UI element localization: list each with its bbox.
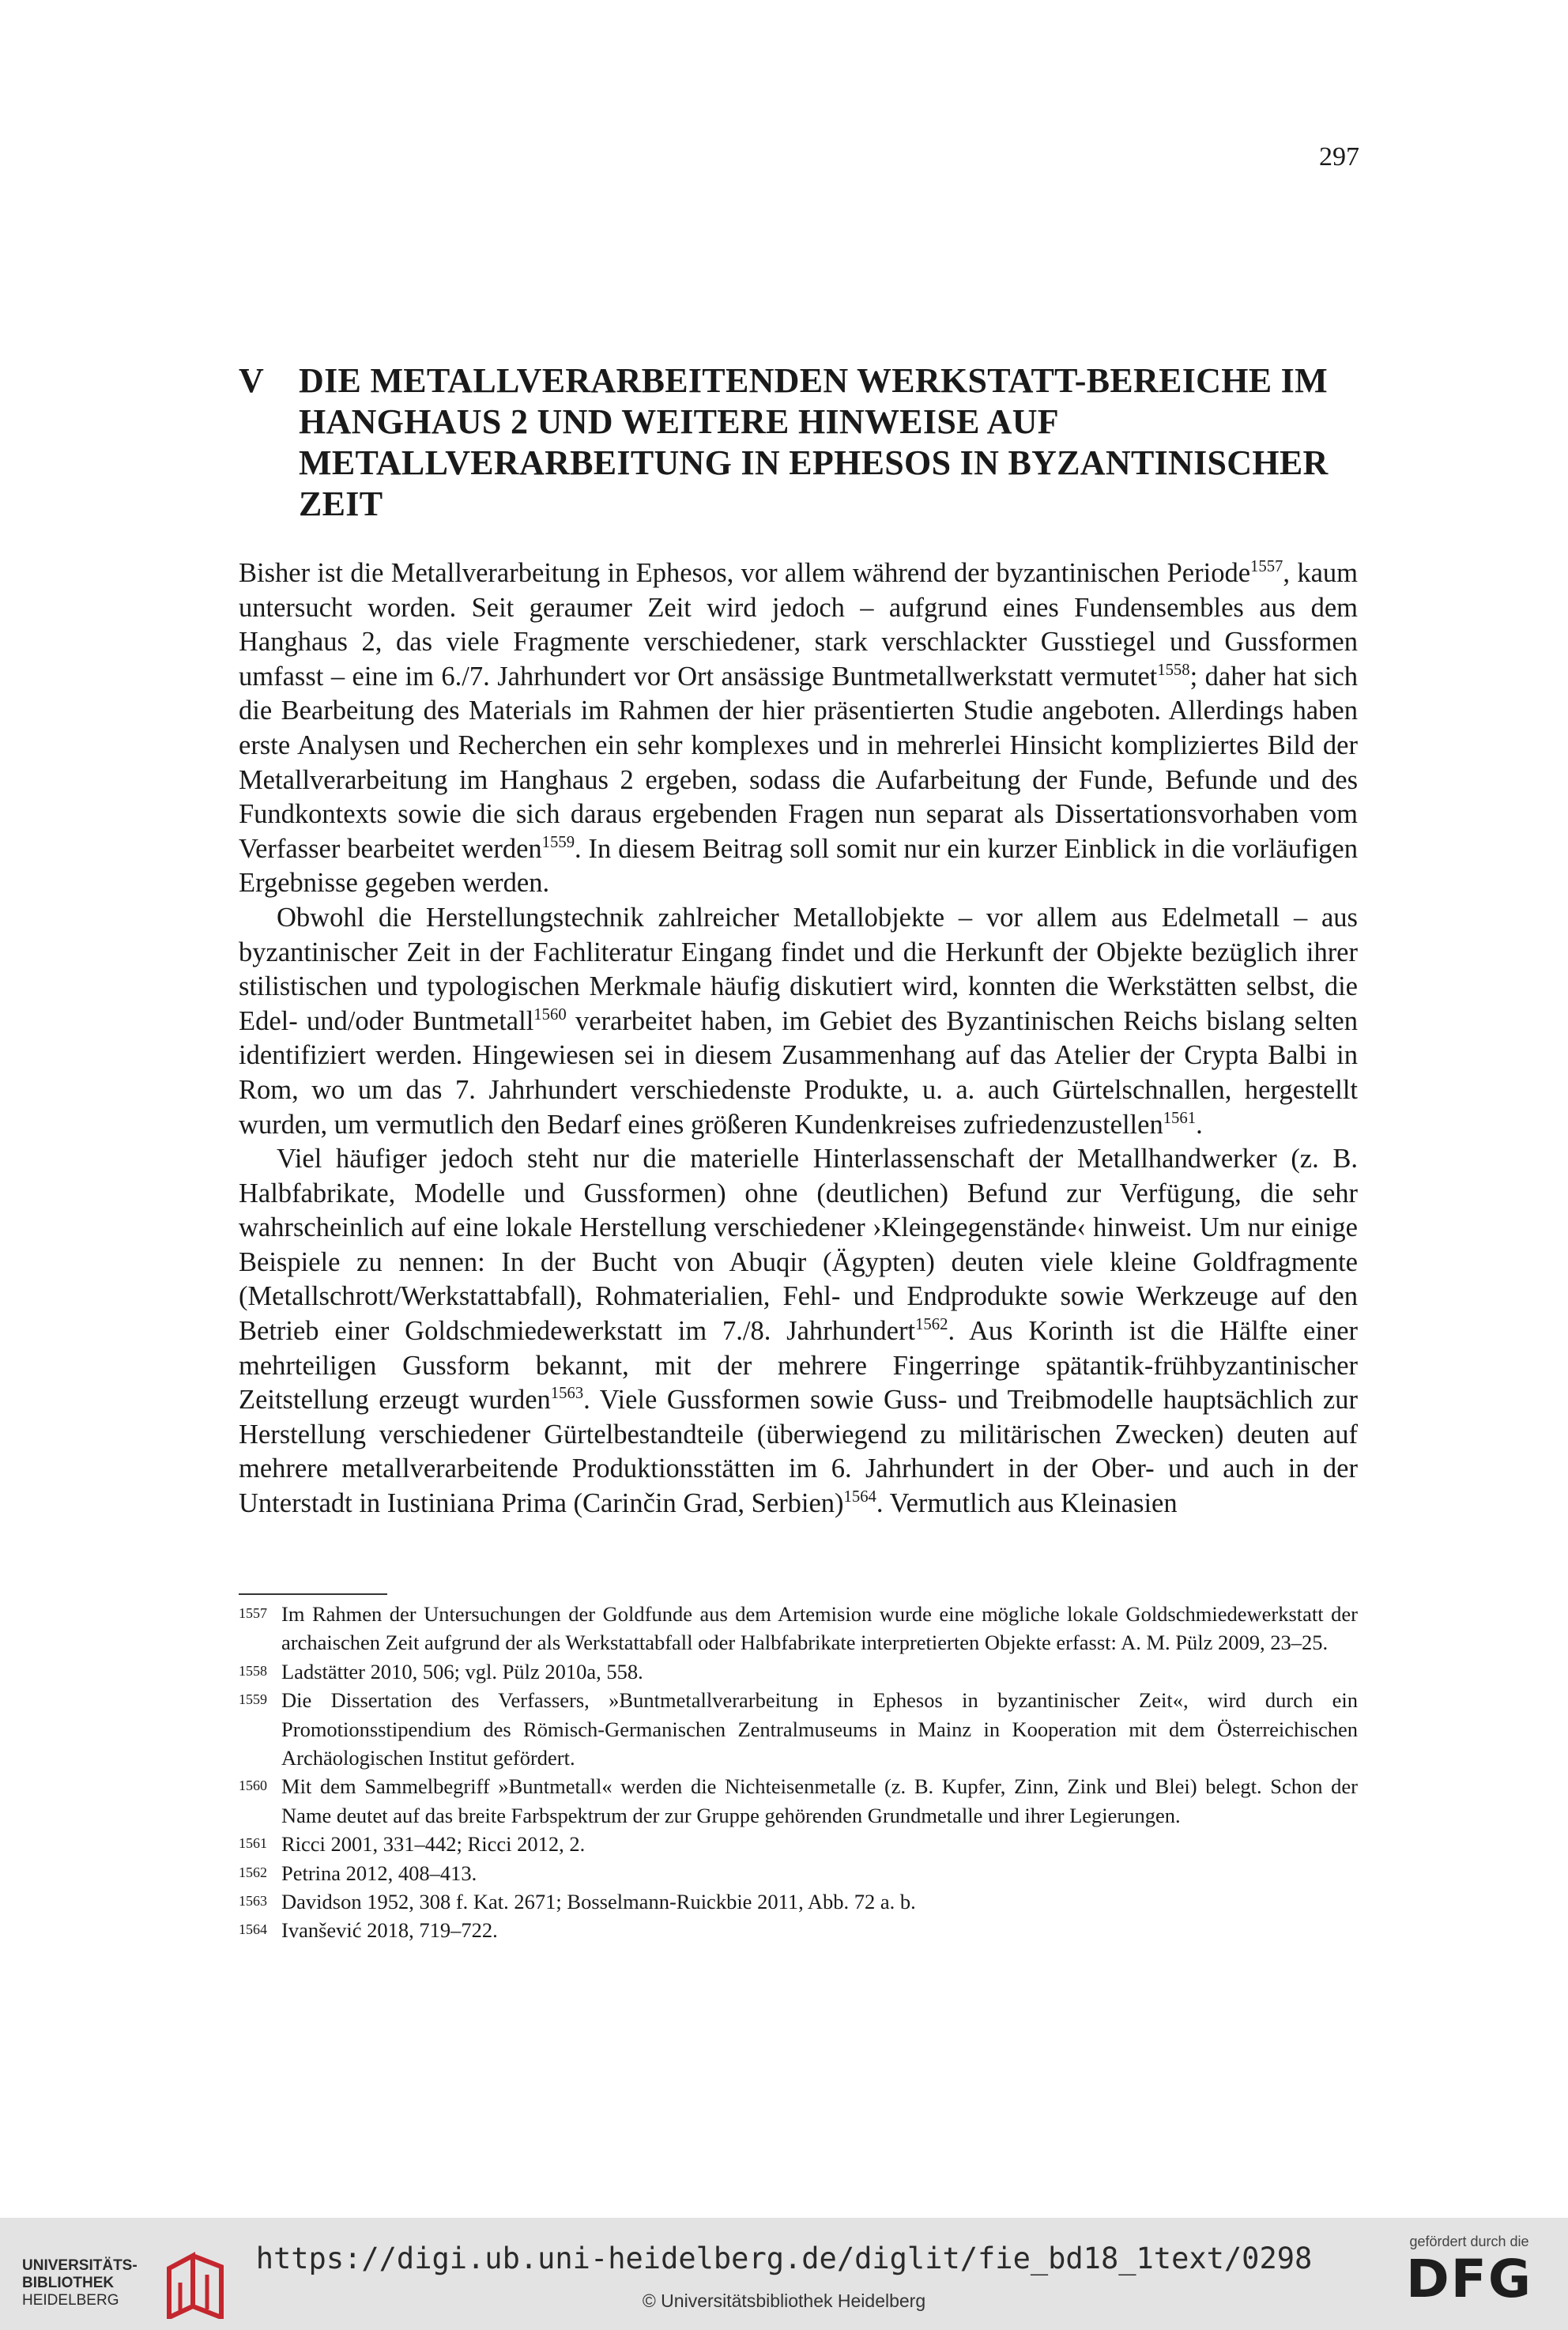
footnote-number: 1563 [239,1893,267,1910]
footnote [239,1859,1358,1887]
permalink-url[interactable]: https://digi.ub.uni-heidelberg.de/diglit/fie_bd18_1text/0298 [255,2241,1313,2275]
footnote-number: 1557 [239,1605,267,1621]
paragraph-text: Obwohl die Herstellungstechnik zahlreicher Metallobjekte – vor allem aus Edelmetall – aus byzantinischer Zeit in der Fachliteratur Eingang findet und die Herkunft der Objekte bezüglich ihrer stilistischen und typologischen Merkmale häufig diskutiert wird, konnten die Werkstätten selbst, die Edel- und/oder Buntmetall [239,902,1358,1036]
library-logo-line: UNIVERSITÄTS- [22,2257,138,2274]
footnote-text: Im Rahmen der Untersuchungen der Goldfunde aus dem Artemision wurde eine mögliche lokale Goldschmiedewerkstatt der archaischen Zeit aufgrund der als Werkstattabfall oder Halbfabrikate interpretierten Objekte erfasst: A. M. Pülz 2009, 23–25. [281,1602,1358,1655]
paragraph [239,556,1358,901]
paragraph [239,901,1358,1142]
footnote-reference[interactable]: 1560 [533,1005,567,1024]
footnote-text: Davidson 1952, 308 f. Kat. 2671; Bosselmann-Ruickbie 2011, Abb. 72 a. b. [281,1890,916,1914]
paragraph [239,1142,1358,1521]
footnote-number: 1560 [239,1778,267,1794]
library-logo-line: BIBLIOTHEK [22,2275,115,2291]
chapter-number: V [239,361,265,400]
paragraph-text: Viel häufiger jedoch steht nur die materielle Hinterlassenschaft der Metallhandwerker (z. B. Halbfabrikate, Modelle und Gussformen) ohne (deutlichen) Befund zur Verfügung, die sehr wahrscheinlich auf eine lokale Herstellung verschiedener ›Kleingegenstände‹ hinweist. Um nur einige Beispiele zu nennen: In der Bucht von Abuqir (Ägypten) deuten viele kleine Goldfragmente (Metallschrott/Werkstattabfall), Rohmaterialien, Fehl- und Endprodukte sowie Werkzeuge auf den Betrieb einer Goldschmiedewerkstatt im 7./8. Jahrhundert [239,1144,1358,1347]
footnote-reference[interactable]: 1559 [541,833,575,851]
footnote-text: Mit dem Sammelbegriff »Buntmetall« werden die Nichteisenmetalle (z. B. Kupfer, Zinn, Zink und Blei) belegt. Schon der Name deutet auf das breite Farbspektrum der zur Gruppe gehörenden Grundmetalle und ihrer Legierungen. [281,1774,1358,1827]
footnote-reference[interactable]: 1561 [1163,1109,1197,1127]
footnotes [239,1600,1358,1945]
footnote [239,1772,1358,1830]
footnote-reference[interactable]: 1562 [915,1316,948,1334]
footnote [239,1600,1358,1657]
footnote-reference[interactable]: 1563 [550,1385,584,1403]
footnote-divider [239,1593,387,1595]
funder-label: gefördert durch die [1409,2234,1529,2249]
footnote [239,1830,1358,1858]
page-number: 297 [1319,142,1359,172]
paragraph-text: . Aus Korinth ist die Hälfte einer mehrteiligen Gussform bekannt, mit der mehrere Fingerringe spätantik-frühbyzantinischer Zeitstellung erzeugt wurden [239,1316,1358,1416]
paragraph-text: ; daher hat sich die Bearbeitung des Materials im Rahmen der hier präsentierten Studie angeboten. Allerdings haben erste Analysen und Recherchen ein sehr komplexes und in mehrerlei Hinsicht kompliziertes Bild der Metallverarbeitung im Hanghaus 2 ergeben, sodass die Aufarbeitung der Funde, Befunde und des Fundkontexts sowie die sich daraus ergebenden Fragen nun separat als Dissertationsvorhaben vom Verfasser bearbeitet werden [239,661,1359,864]
copyright-notice: © Universitätsbibliothek Heidelberg [642,2290,926,2311]
footnote [239,1887,1358,1916]
footnote-number: 1564 [239,1921,267,1938]
paragraph-text: . [1196,1109,1203,1140]
funder-badge[interactable] [1402,2234,1536,2309]
footnote-text: Petrina 2012, 408–413. [281,1861,477,1885]
paragraph-text: . Viele Gussformen sowie Guss- und Treibmodelle hauptsächlich zur Herstellung verschiedener Gürtelbestandteile (überwiegend zu militärischen Zwecken) deuten auf mehrere metallverarbeitende Produktionsstätten im 6. Jahrhundert in der Ober- und auch in der Unterstadt in Iustiniana Prima (Carinčin Grad, Serbien) [239,1385,1358,1519]
chapter-title: DIE METALLVERARBEITENDEN WERKSTATT-BEREICHE IM HANGHAUS 2 UND WEITERE HINWEISE AUF METALLVERARBEITUNG IN EPHESOS IN BYZANTINISCHER ZEIT [299,361,1329,523]
footnote-number: 1561 [239,1835,267,1852]
footnote [239,1916,1358,1944]
paragraph-text: . In diesem Beitrag soll somit nur ein kurzer Einblick in die vorläufigen Ergebnisse gegeben werden. [239,833,1358,899]
chapter-heading [239,360,1361,525]
footnote-number: 1559 [239,1691,267,1708]
footnote [239,1686,1358,1772]
footnote-reference[interactable]: 1564 [843,1488,876,1506]
footnote-number: 1562 [239,1864,267,1880]
body-text [239,556,1358,1521]
footnote-text: Ricci 2001, 331–442; Ricci 2012, 2. [281,1832,586,1857]
footnote-reference[interactable]: 1557 [1250,558,1283,576]
paragraph-text: Bisher ist die Metallverarbeitung in Ephesos, vor allem während der byzantinischen Periode [239,558,1251,588]
paragraph-text: , kaum untersucht worden. Seit geraumer Zeit wird jedoch – aufgrund eines Fundensembles aus dem Hanghaus 2, das viele Fragmente verschiedener, stark verschlackter Gusstiegel und Gussformen umfasst – eine im 6./7. Jahrhundert vor Ort ansässige Buntmetallwerkstatt vermutet [239,558,1358,692]
footnote-number: 1558 [239,1662,267,1679]
viewer-footer [0,2218,1568,2330]
paragraph-text: . Vermutlich aus Kleinasien [876,1488,1178,1519]
dfg-logo: DFG [1405,2249,1533,2309]
footnote-text: Die Dissertation des Verfassers, »Buntmetallverarbeitung in Ephesos in byzantinischer Zeit«, wird durch ein Promotionsstipendium des Römisch-Germanischen Zentralmuseums in Mainz in Kooperation mit dem Österreichischen Archäologischen Institut gefördert. [281,1688,1358,1770]
paragraph-text: verarbeitet haben, im Gebiet des Byzantinischen Reichs bislang selten identifiziert werden. Hingewiesen sei in diesem Zusammenhang auf das Atelier der Crypta Balbi in Rom, wo um das 7. Jahrhundert verschiedenste Produkte, u. a. auch Gürtelschnallen, hergestellt wurden, um vermutlich den Bedarf eines größeren Kundenkreises zufriedenzustellen [239,1005,1358,1140]
footnote-text: Ladstätter 2010, 506; vgl. Pülz 2010a, 558. [281,1659,643,1683]
footnote-reference[interactable]: 1558 [1157,661,1190,679]
footnote [239,1657,1358,1686]
library-logo-line: HEIDELBERG [22,2292,119,2309]
footnote-text: Ivanšević 2018, 719–722. [281,1918,498,1943]
